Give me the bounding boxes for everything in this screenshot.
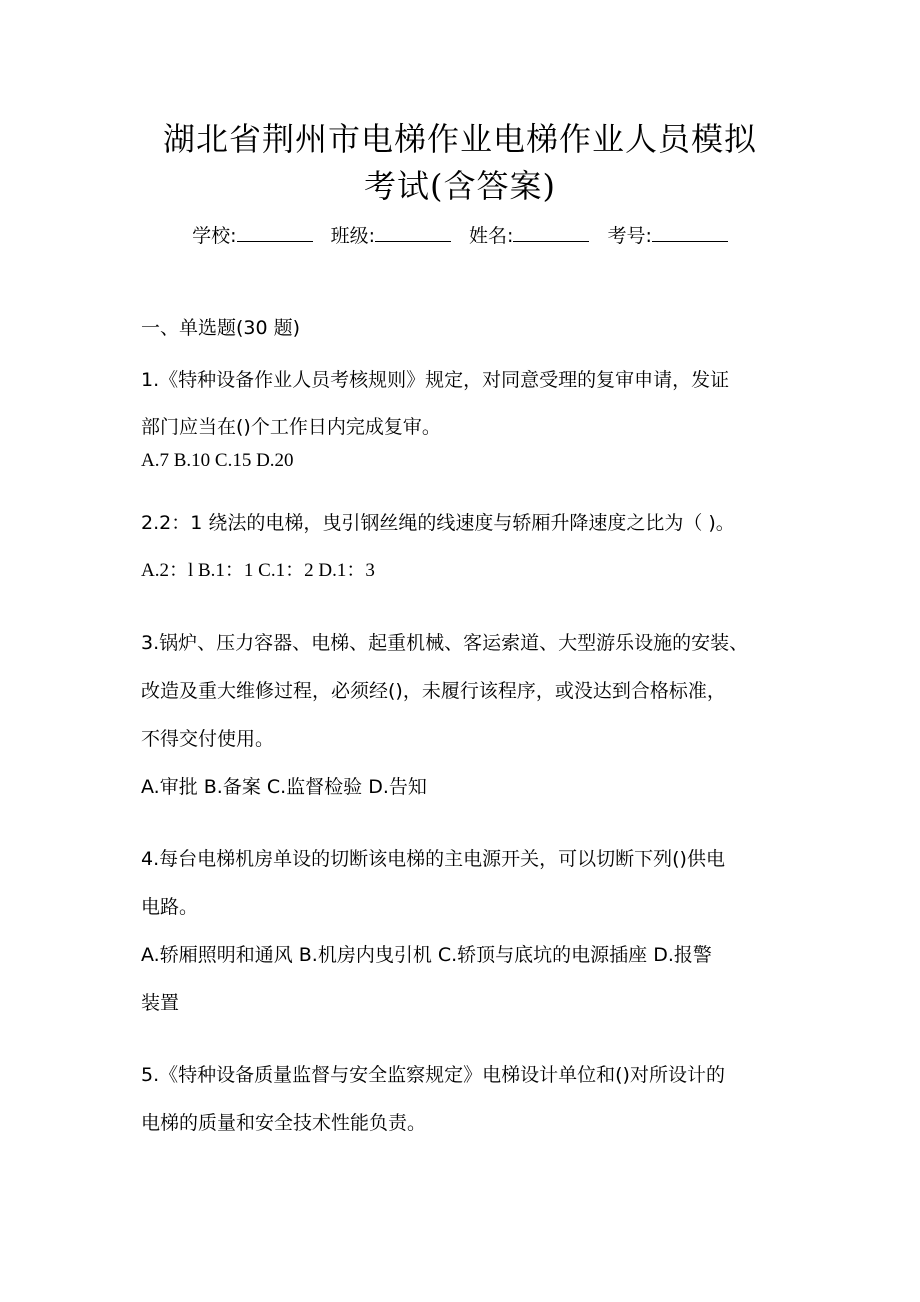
question-4-options-line-2: 装置 bbox=[141, 992, 180, 1014]
question-1-line-1: 1.《特种设备作业人员考核规则》规定，对同意受理的复审申请，发证 bbox=[141, 369, 730, 391]
school-label: 学校: bbox=[192, 225, 237, 247]
question-3-line-3: 不得交付使用。 bbox=[141, 728, 275, 750]
question-3-line-2: 改造及重大维修过程，必须经()，未履行该程序，或没达到合格标准， bbox=[141, 680, 726, 702]
exam-number-blank bbox=[652, 223, 728, 242]
question-1-options: A.7 B.10 C.15 D.20 bbox=[141, 450, 294, 471]
name-label: 姓名: bbox=[469, 225, 514, 247]
exam-number-label: 考号: bbox=[607, 225, 652, 247]
question-4-line-1: 4.每台电梯机房单设的切断该电梯的主电源开关，可以切断下列()供电 bbox=[141, 848, 725, 870]
question-4-line-2: 电路。 bbox=[141, 896, 199, 918]
exam-number-field bbox=[607, 222, 727, 250]
question-5-line-2: 电梯的质量和安全技术性能负责。 bbox=[141, 1112, 427, 1134]
question-2-options: A.2：l B.1：1 C.1：2 D.1：3 bbox=[141, 560, 375, 581]
question-4-options-line-1: A.轿厢照明和通风 B.机房内曳引机 C.轿顶与底坑的电源插座 D.报警 bbox=[141, 944, 712, 966]
exam-title-line-1: 湖北省荆州市电梯作业电梯作业人员模拟 bbox=[162, 120, 757, 158]
student-info-row bbox=[0, 222, 920, 250]
class-label: 班级: bbox=[330, 225, 375, 247]
question-2-line-1: 2.2：1 绕法的电梯，曳引钢丝绳的线速度与轿厢升降速度之比为（ )。 bbox=[141, 512, 735, 534]
question-1-line-2: 部门应当在()个工作日内完成复审。 bbox=[141, 416, 441, 438]
class-field bbox=[331, 222, 451, 250]
school-field bbox=[192, 222, 312, 250]
section-heading: 一、单选题(30 题) bbox=[141, 317, 301, 339]
question-3-options: A.审批 B.备案 C.监督检验 D.告知 bbox=[141, 776, 427, 798]
name-field bbox=[469, 222, 589, 250]
question-3-line-1: 3.锅炉、压力容器、电梯、起重机械、客运索道、大型游乐设施的安装、 bbox=[141, 632, 749, 654]
exam-title-line-2: 考试(含答案) bbox=[364, 167, 556, 205]
class-blank bbox=[375, 223, 451, 242]
name-blank bbox=[513, 223, 589, 242]
question-5-line-1: 5.《特种设备质量监督与安全监察规定》电梯设计单位和()对所设计的 bbox=[141, 1064, 725, 1086]
school-blank bbox=[237, 223, 313, 242]
